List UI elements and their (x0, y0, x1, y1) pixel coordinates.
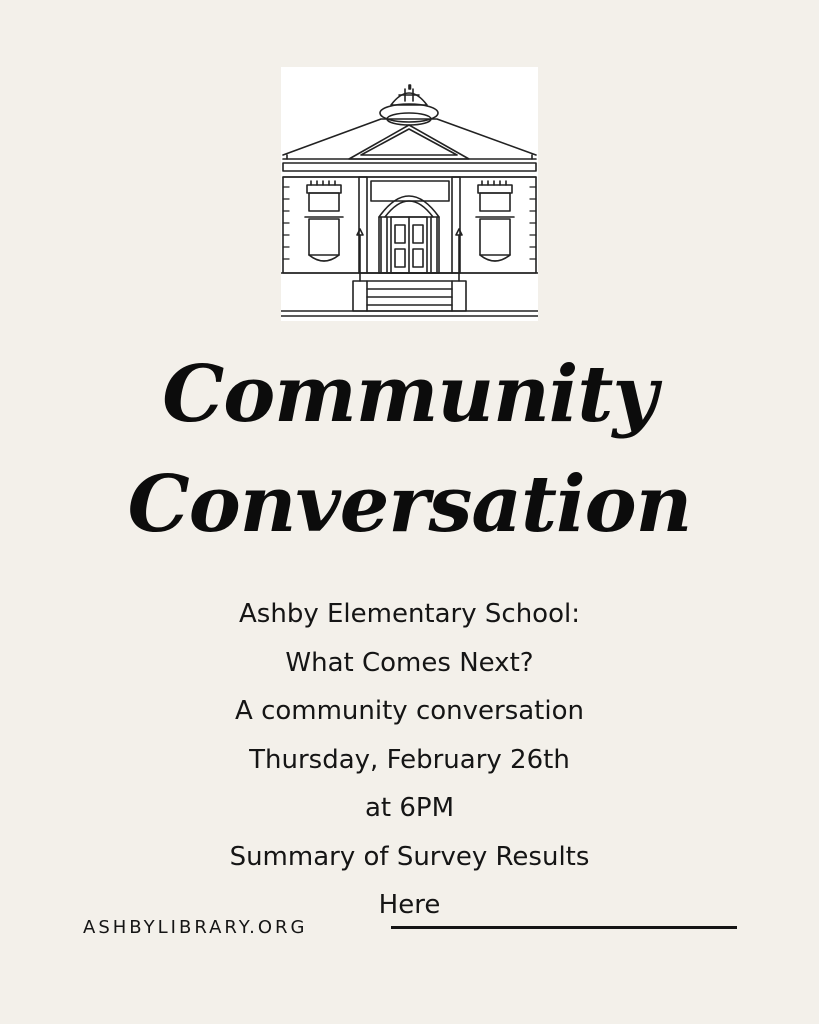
detail-line-school: Ashby Elementary School: (239, 599, 580, 629)
website-url: ASHBYLIBRARY.ORG (83, 917, 308, 938)
detail-line-survey: Summary of Survey Results (229, 841, 590, 872)
survey-results-link[interactable]: Here (378, 890, 441, 920)
detail-line-question: What Comes Next? (285, 647, 534, 678)
title-line-1: Community (162, 349, 657, 440)
title-line-2: Conversation (127, 459, 692, 550)
library-building-logo (281, 67, 538, 321)
event-details (0, 590, 819, 930)
detail-line-description: A community conversation (235, 696, 584, 726)
detail-line-time: at 6PM (364, 793, 455, 823)
divider-rule (391, 926, 737, 929)
detail-line-date: Thursday, February 26th (249, 744, 570, 775)
library-building-icon (281, 67, 538, 321)
